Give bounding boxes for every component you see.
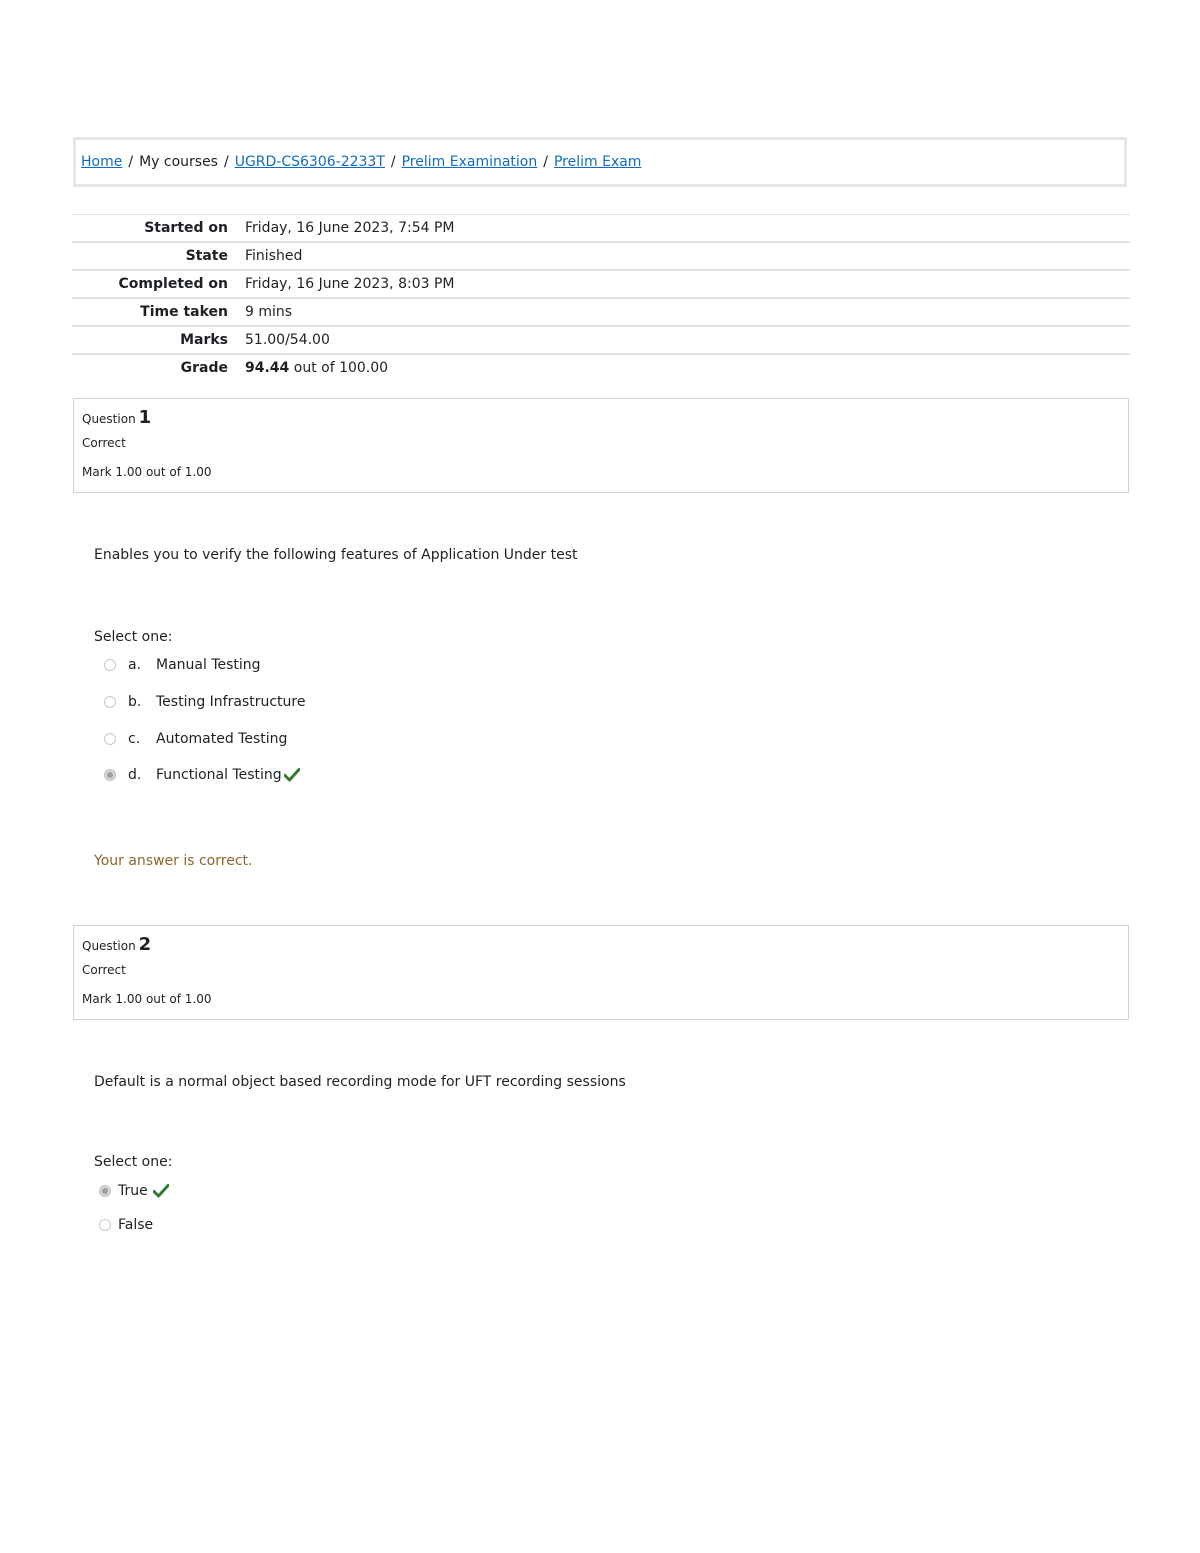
radio-button[interactable] bbox=[104, 696, 116, 708]
summary-label: Grade bbox=[180, 359, 228, 376]
breadcrumb-bar bbox=[73, 137, 1127, 187]
question-number-value: 2 bbox=[138, 934, 152, 955]
q1-option-d[interactable] bbox=[104, 767, 300, 783]
summary-value: Friday, 16 June 2023, 7:54 PM bbox=[245, 219, 455, 236]
option-label: Manual Testing bbox=[156, 657, 261, 673]
summary-value: Friday, 16 June 2023, 8:03 PM bbox=[245, 275, 455, 292]
question-prefix: Question bbox=[82, 412, 136, 426]
summary-label: Completed on bbox=[118, 275, 228, 292]
summary-row-time-taken bbox=[72, 298, 1130, 326]
summary-row-started bbox=[72, 215, 1130, 243]
breadcrumb-separator: / bbox=[543, 154, 548, 170]
breadcrumb-separator: / bbox=[390, 154, 396, 170]
option-label: Automated Testing bbox=[156, 731, 288, 747]
question-2-text: Default is a normal object based recording mode for UFT recording sessions bbox=[94, 1074, 626, 1090]
option-letter: b. bbox=[128, 694, 142, 710]
breadcrumb-separator: / bbox=[223, 154, 229, 170]
question-2-prompt: Select one: bbox=[94, 1154, 173, 1170]
breadcrumb-my-courses: My courses bbox=[139, 154, 218, 170]
grade-out-of: out of 100.00 bbox=[293, 359, 389, 376]
option-label: True bbox=[118, 1183, 148, 1199]
summary-value: Finished bbox=[245, 247, 303, 264]
summary-label: Started on bbox=[144, 219, 228, 236]
breadcrumb-course-link[interactable]: UGRD-CS6306-2233T bbox=[234, 154, 385, 170]
summary-label: Time taken bbox=[140, 303, 228, 320]
option-letter: a. bbox=[128, 657, 142, 673]
radio-button[interactable] bbox=[99, 1219, 111, 1231]
question-1-prompt: Select one: bbox=[94, 629, 173, 645]
summary-label: Marks bbox=[180, 331, 228, 348]
question-1-feedback: Your answer is correct. bbox=[94, 853, 253, 869]
question-number-value: 1 bbox=[138, 407, 152, 428]
breadcrumb-section-link[interactable]: Prelim Examination bbox=[401, 154, 538, 170]
summary-row-completed bbox=[72, 270, 1130, 298]
question-1-text: Enables you to verify the following features of Application Under test bbox=[94, 547, 578, 563]
radio-button[interactable] bbox=[104, 733, 116, 745]
attempt-summary-table bbox=[72, 214, 1130, 381]
summary-row-marks bbox=[72, 326, 1130, 354]
question-2-info bbox=[73, 925, 1129, 1020]
option-letter: d. bbox=[128, 767, 142, 783]
q2-option-true[interactable] bbox=[99, 1183, 169, 1199]
question-number bbox=[82, 934, 151, 955]
question-prefix: Question bbox=[82, 939, 136, 953]
question-state: Correct bbox=[82, 436, 126, 450]
summary-value: 9 mins bbox=[245, 303, 293, 320]
question-number bbox=[82, 407, 151, 428]
breadcrumb-separator: / bbox=[128, 154, 134, 170]
summary-row-grade bbox=[72, 354, 1130, 381]
q1-option-c[interactable] bbox=[104, 731, 287, 747]
radio-button[interactable] bbox=[104, 659, 116, 671]
correct-check-icon bbox=[153, 1184, 169, 1198]
summary-row-state bbox=[72, 242, 1130, 270]
q1-option-a[interactable] bbox=[104, 657, 261, 673]
question-1-info bbox=[73, 398, 1129, 493]
question-state: Correct bbox=[82, 963, 126, 977]
option-letter: c. bbox=[128, 731, 141, 747]
option-label: Testing Infrastructure bbox=[156, 694, 306, 710]
breadcrumb-home-link[interactable]: Home bbox=[81, 154, 123, 170]
summary-grade-value bbox=[245, 354, 1130, 381]
correct-check-icon bbox=[284, 768, 300, 782]
option-label: Functional Testing bbox=[156, 767, 282, 783]
q1-option-b[interactable] bbox=[104, 694, 305, 710]
question-mark: Mark 1.00 out of 1.00 bbox=[82, 992, 212, 1006]
option-label: False bbox=[118, 1217, 154, 1233]
breadcrumb-quiz-link[interactable]: Prelim Exam bbox=[553, 154, 642, 170]
summary-label: State bbox=[185, 247, 228, 264]
breadcrumb bbox=[81, 154, 641, 170]
q2-option-false[interactable] bbox=[99, 1217, 153, 1233]
grade-score: 94.44 bbox=[245, 359, 290, 376]
radio-button-selected[interactable] bbox=[104, 769, 116, 781]
radio-button-selected[interactable] bbox=[99, 1185, 111, 1197]
question-mark: Mark 1.00 out of 1.00 bbox=[82, 465, 212, 479]
summary-value: 51.00/54.00 bbox=[245, 331, 330, 348]
